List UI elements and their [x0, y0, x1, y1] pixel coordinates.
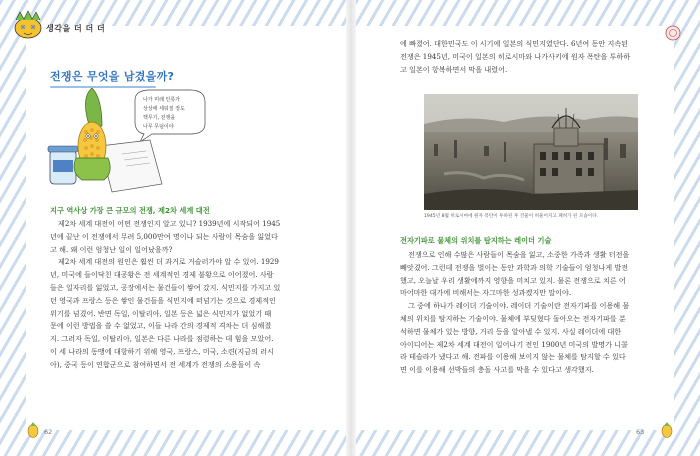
speech-line-1: 나가 미래 인류가 [143, 97, 180, 103]
right-page-line: 했고, 오늘날 우리 생활에까지 영향을 미치고 있지. 물론 전쟁으로 치른 어 [400, 275, 626, 285]
speech-line-4: 나무 무덤이야 [143, 124, 174, 130]
left-page-line: 년에 끝난 이 전쟁에서 무려 5,000만여 명이나 되는 사람이 목숨을 잃었다 [50, 231, 278, 241]
speech-line-2: 상상에 세워질 정도 [143, 106, 185, 112]
right-intro-text [400, 38, 658, 76]
right-page-line: 전쟁으로 인해 수많은 사람들이 목숨을 잃고, 소중한 가족과 생활 터전을 [408, 250, 630, 259]
right-page-line: 마어마한 대가에 비해서는 자그마한 성과겠지만 말이야. [400, 288, 572, 298]
right-section-heading: 전자기파로 물체의 위치를 탐지하는 레이더 기술 [400, 236, 552, 245]
cartoon-illustration [40, 88, 225, 198]
left-page-line: 아), 중국 등이 연합군으로 참여하면서 전 세계가 전쟁의 소용돌이 속 [50, 359, 261, 369]
right-page-line: 아이디어는 제2차 세계 대전이 일어나기 전인 1900년 미국의 발명가 니콜 [400, 339, 628, 349]
left-page-line: 문에 이런 방법을 쓸 수 없었고, 이들 나라 간의 경제적 격차는 더 심해졌 [50, 321, 272, 331]
right-page-line: 그 중에 하나가 레이더 기술이야. 레이더 기술이란 전자기파를 이용해 물 [408, 301, 630, 311]
page-title: 전쟁은 무엇을 남겼을까? [50, 70, 175, 83]
left-page-line: 제2차 세계 대전의 원인은 훨씬 더 과거로 거슬러가야 알 수 있어. 1929 [58, 257, 279, 267]
book-gutter [346, 0, 356, 456]
left-page-line: 지. 그러자 독일, 이탈리아, 일본은 다른 나라를 점령하는 데 힘을 모았어. [50, 334, 274, 344]
series-badge [6, 6, 116, 42]
seal-corner-icon [664, 24, 682, 42]
left-section-heading: 지구 역사상 가장 큰 규모의 전쟁, 제2차 세계 대전 [50, 206, 210, 215]
page-number-right: 63 [636, 428, 645, 436]
series-label: 생각을 더 더 더 [46, 24, 106, 33]
corn-corner-icon [26, 422, 40, 438]
right-page-line: 면 이를 이용해 선박들의 충돌 사고를 막을 수 있다고 생각했지. [400, 365, 594, 375]
right-page-line: 체의 위치를 탐지하는 기술이야. 물체에 부딪혔다 돌아오는 전자기파를 분 [400, 313, 626, 323]
page-title-box [50, 68, 174, 88]
left-page-line: 위기를 넘겼어. 반면 독일, 이탈리아, 일본 등은 넓은 식민지가 없었기 때 [50, 308, 272, 318]
right-intro-line: 에 빠졌어. 대한민국도 이 시기에 일본의 식민지였단다. 6년여 동안 지속된 [400, 39, 629, 48]
right-page-line: 라 테슬라가 냈다고 해. 전파를 이용해 보이지 않는 물체를 탐지할 수 있다 [400, 352, 626, 362]
page-number-left: 62 [44, 428, 53, 436]
mascot-icon [6, 6, 50, 42]
right-page-line: 석하면 물체가 있는 방향, 거리 등을 알아낼 수 있지. 사실 레이더에 대한 [400, 326, 622, 336]
hiroshima-photo [424, 94, 638, 210]
right-page-line: 빼앗겼어. 그런데 전쟁을 벌이는 동안 과학과 의학 기술들이 엄청나게 발전 [400, 262, 629, 272]
right-body-text [400, 249, 658, 377]
left-page-line: 이 세 나라의 동맹에 대항하기 위해 영국, 프랑스, 미국, 소련(지금의 러시 [50, 346, 274, 356]
speech-line-3: 핵무기, 전쟁을 [143, 115, 176, 121]
left-page-line: 년, 미국에 들이닥친 대공황은 전 세계적인 경제 불황으로 이어졌어. 사람 [50, 270, 274, 280]
photo-caption: 1945년 8월 히로시마에 원자 폭탄이 투하된 후 건물이 허물어지고 폐허가 된 모습이다. [424, 214, 599, 219]
left-page-line: 들은 일자리를 잃었고, 공장에서는 물건들이 쌓여 갔지. 식민지를 가지고 있 [50, 282, 281, 292]
left-body-text [50, 218, 328, 372]
left-page-line: 던 영국과 프랑스 등은 쌓인 물건들을 식민지에 떠넘기는 것으로 경제적인 [50, 295, 276, 305]
right-intro-line: 전쟁은 1945년, 미국이 일본의 히로시마와 나가사키에 원자 폭탄을 투하하 [400, 51, 631, 61]
right-intro-line: 고 일본이 항복하면서 막을 내렸어. [400, 64, 508, 74]
corn-corner-icon-right [660, 422, 674, 438]
left-page-line: 고 해. 왜 이런 엄청난 일이 일어났을까? [50, 244, 173, 254]
left-page-line: 제2차 세계 대전이 어떤 전쟁인지 알고 있니? 1939년에 시작되어 1945 [58, 219, 281, 228]
